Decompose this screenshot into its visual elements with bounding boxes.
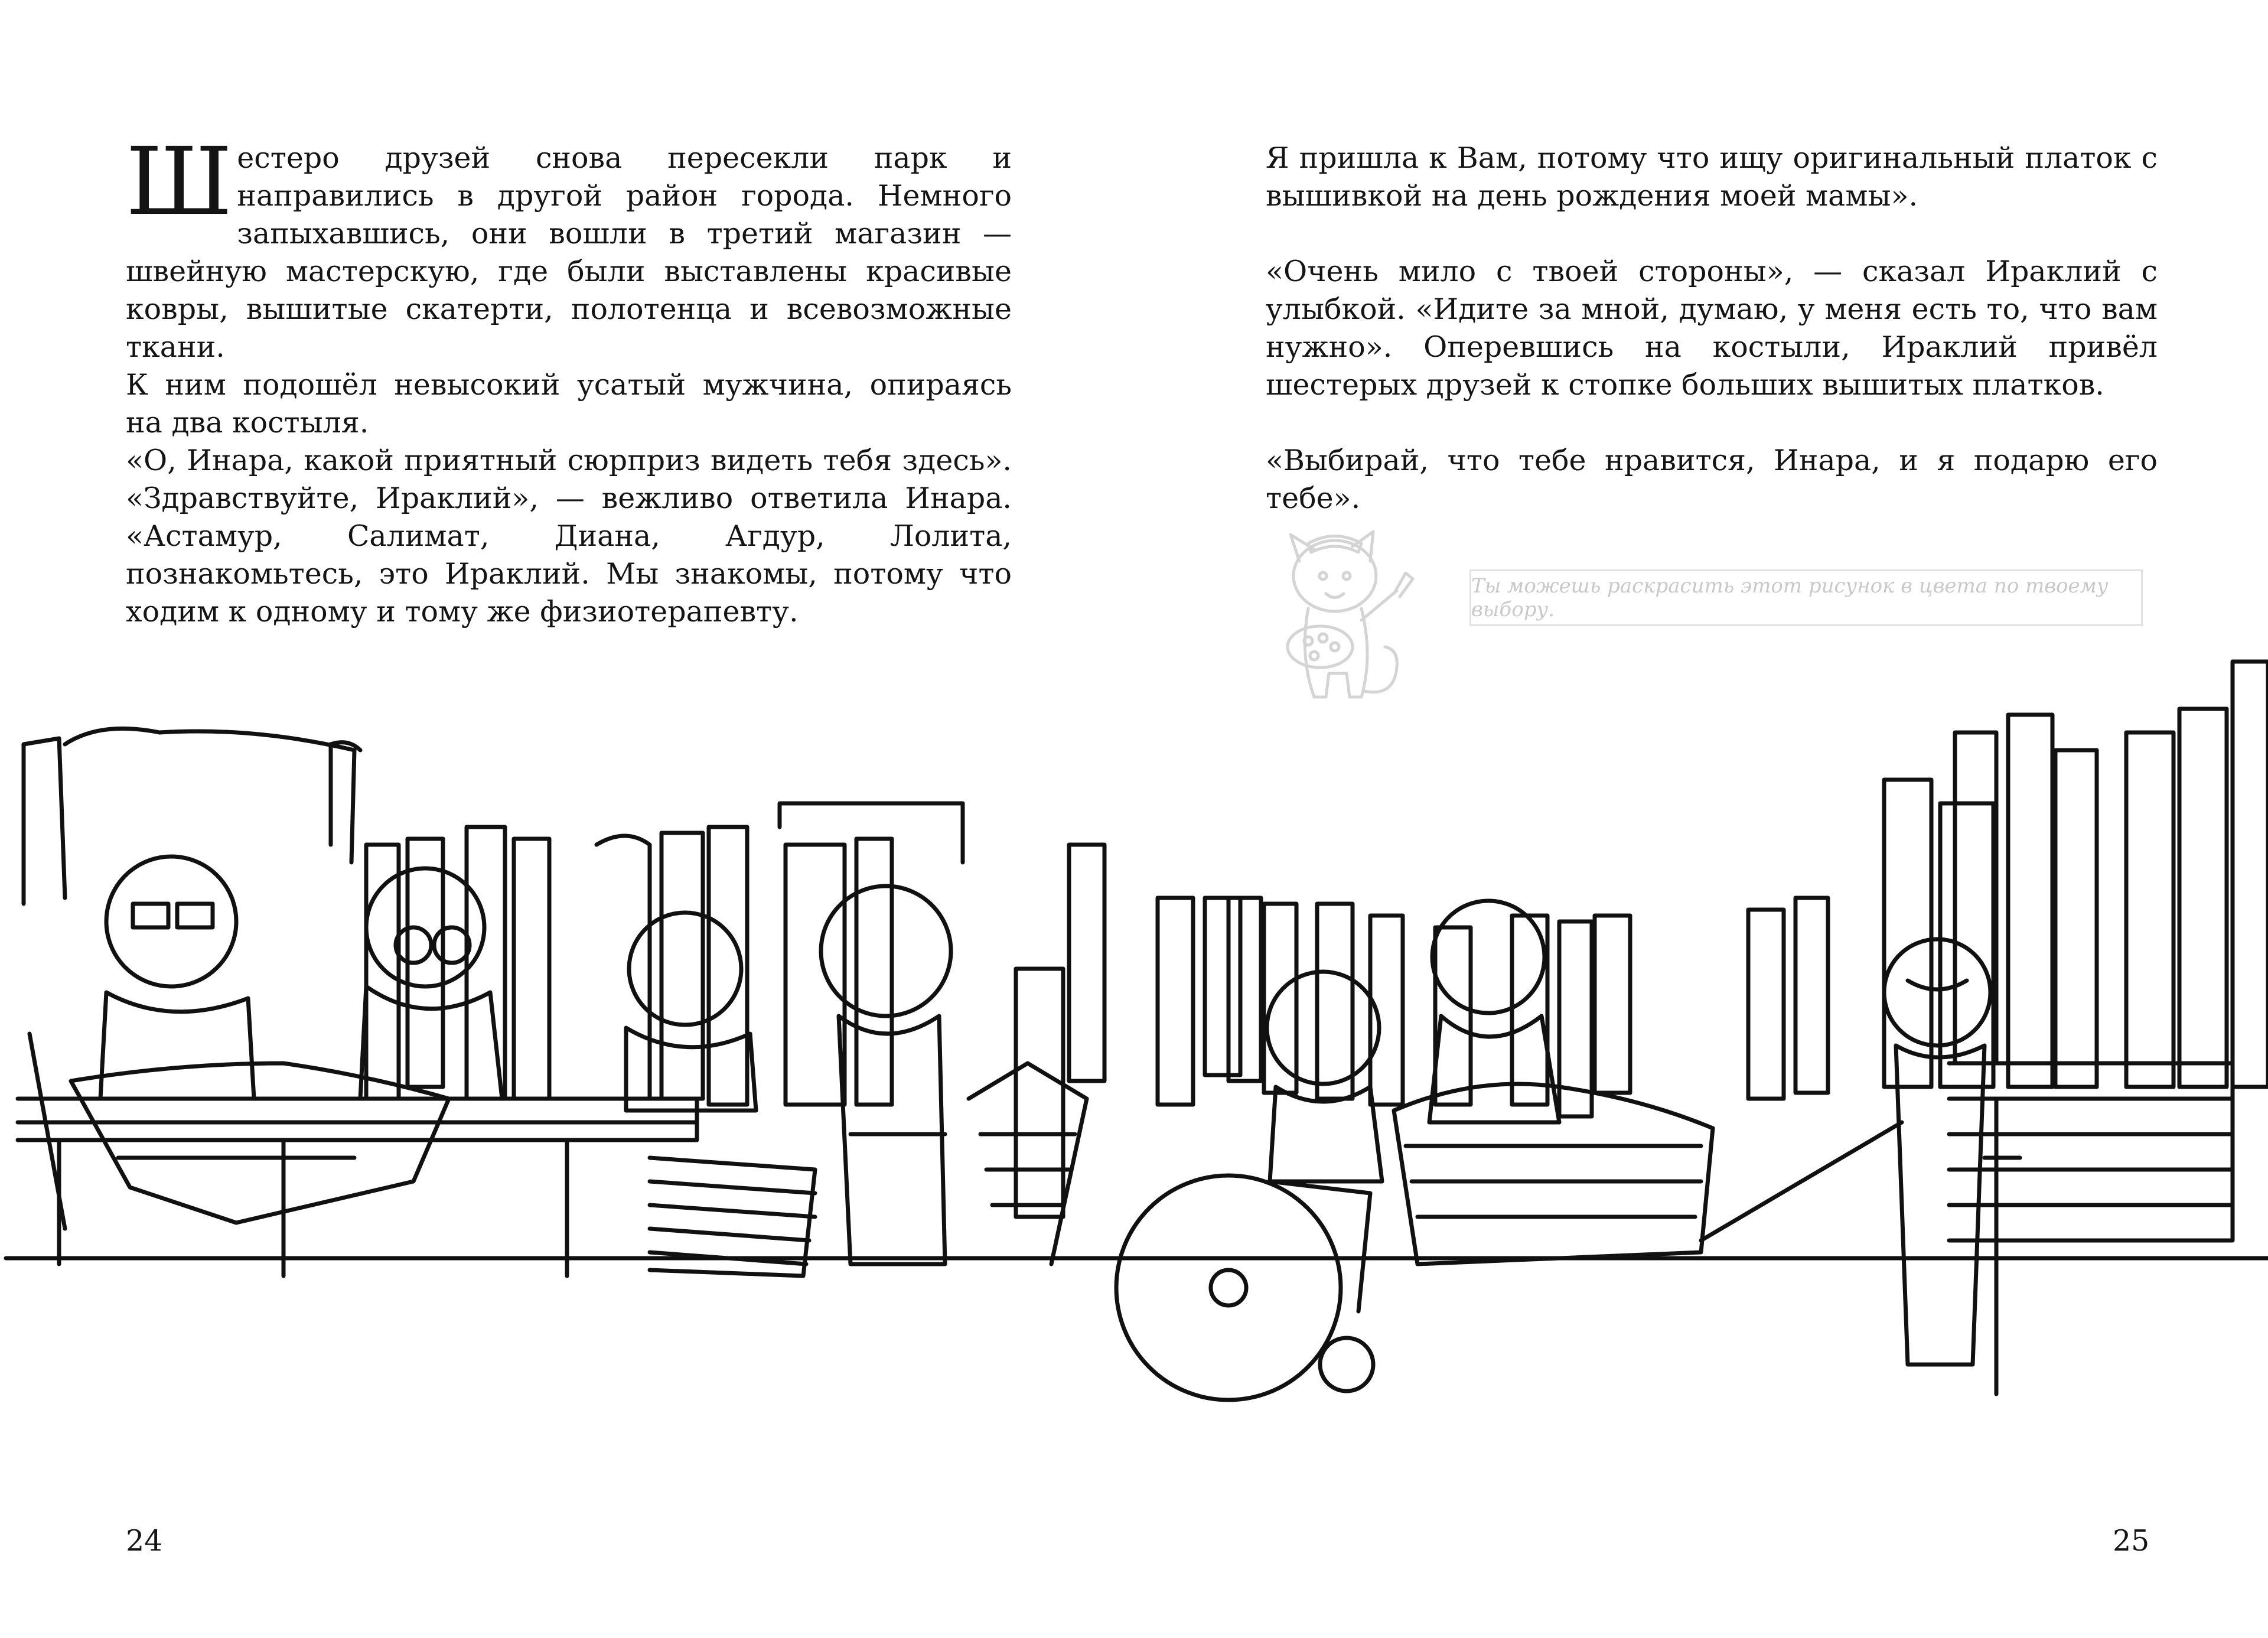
- paragraph-1: [126, 128, 1012, 366]
- left-page-text: [126, 128, 1012, 631]
- page-number-right: 25: [2113, 1524, 2150, 1558]
- paragraph-2: К ним подошёл невысокий усатый мужчина, опираясь на два костыля.: [126, 368, 1012, 439]
- characters: [30, 857, 2020, 1400]
- paragraph-irakliy-1: [1266, 253, 2158, 404]
- page-number-left: 24: [126, 1524, 163, 1558]
- paragraph-3: «О, Инара, какой приятный сюрприз видеть тебя здесь». «Здравствуйте, Ираклий», — вежливо ответила Инара. «Астамур, Салимат, Диана, Агдур, Лолита, познакомьтесь, это Ираклий. Мы знакомы, потому что ходим к одному и тому же физиотерапевту.: [126, 444, 1012, 629]
- paragraph-continuation: Я пришла к Вам, потому что ищу оригинальный платок с вышивкой на день рождения моей мамы».: [1266, 141, 2158, 213]
- coloring-illustration: [0, 650, 2268, 1512]
- coloring-hint-text: Ты можешь раскрасить этот рисунок в цвета по твоему выбору.: [1471, 574, 2109, 621]
- drop-cap: Ш: [126, 128, 233, 236]
- line-smile: «Очень мило с твоей стороны», — сказал Ираклий с улыбкой.: [1266, 255, 2158, 326]
- line-follow-me: «Идите за мной, думаю, у меня есть то, что вам нужно».: [1266, 292, 2158, 364]
- coloring-hint-box: [1469, 569, 2143, 626]
- paragraph-gift: «Выбирай, что тебе нравится, Инара, и я подарю его тебе».: [1266, 444, 2158, 515]
- right-page-text: [1266, 139, 2158, 517]
- line-crutches: Оперевшись на костыли, Ираклий привёл шестерых друзей к стопке больших вышитых платков.: [1266, 330, 2158, 402]
- tables: [6, 1063, 2268, 1276]
- paragraph-1-text: естеро друзей снова пересекли парк и направились в другой район города. Немного запыхавшись, они вошли в третий магазин — швейную мастерскую, где были выставлены красивые ковры, вышитые скатерти, полотенца и всевозможные ткани.: [126, 141, 1012, 364]
